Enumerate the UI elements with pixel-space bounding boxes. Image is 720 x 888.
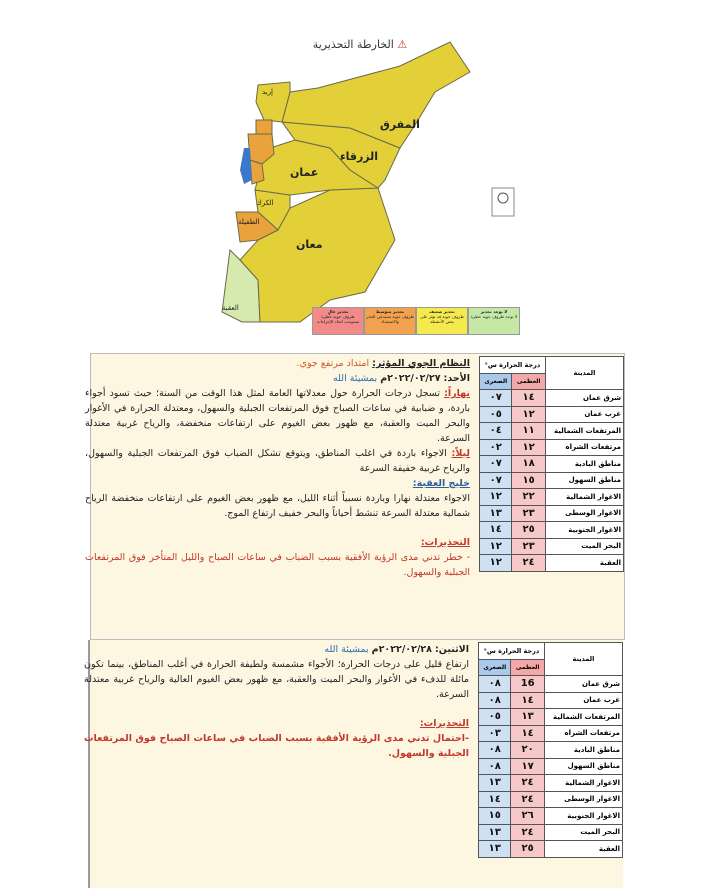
city-cell: البحر الميت <box>544 824 622 841</box>
warnings-label: التحذيرات: <box>420 537 470 548</box>
table-header-max: العظمى <box>512 373 545 390</box>
city-cell: غرب عمان <box>545 406 623 423</box>
city-cell: مناطق السهول <box>545 472 623 489</box>
min-temp-cell: ١٥ <box>479 808 511 825</box>
city-cell: شرق عمان <box>545 390 623 407</box>
day-date: ٢٠٢٢/٠٢/٢٨م <box>371 644 432 655</box>
night-label: ليلاً: <box>451 448 470 459</box>
warnings-text: -احتمال تدني مدى الرؤية الأفقية بسبب الضباب في ساعات الصباح فوق المرتفعات الجبلية والسهول. <box>84 733 469 759</box>
max-temp-cell: ١٧ <box>511 758 544 775</box>
table-row <box>480 456 624 473</box>
table-row <box>479 692 623 709</box>
table-header-max: العظمى <box>511 659 544 676</box>
city-cell: العقبة <box>545 555 623 572</box>
forecast-text-day1 <box>81 354 474 582</box>
min-temp-cell: ٠٧ <box>480 456 512 473</box>
min-temp-cell: ١٣ <box>480 505 512 522</box>
table-row <box>479 775 623 792</box>
map-title: ⚠ الخارطة التحذيرية <box>312 38 408 51</box>
daytime-text: تسجل درجات الحرارة حول معدلاتها العامة لمثل هذا الوقت من السنة؛ حيث تسود أجواء باردة، و ضبابية في ساعات الصباح فوق المرتفعات الجبلية والسهول، ومعتدلة الحرارة في الأغوار والبحر الميت والعقبة، مع ظهور بعض الغيوم على ارتفاعات منخفضة، والرياح غربية معتدلة السرعة. <box>85 388 470 444</box>
min-temp-cell: ١٤ <box>479 791 511 808</box>
city-cell: شرق عمان <box>544 676 622 693</box>
table-row <box>480 538 624 555</box>
table-row <box>479 709 623 726</box>
city-cell: غرب عمان <box>544 692 622 709</box>
table-row <box>480 489 624 506</box>
label-irbid: إربد <box>262 88 273 96</box>
city-cell: البحر الميت <box>545 538 623 555</box>
table-header-min: الصغرى <box>479 659 511 676</box>
min-temp-cell: ٠٨ <box>479 742 511 759</box>
max-temp-cell: ٢٦ <box>511 808 544 825</box>
table-row <box>479 676 623 693</box>
warning-icon: ⚠ <box>397 38 408 51</box>
warnings-label: التحذيرات: <box>419 718 469 729</box>
label-aqaba: العقبة <box>222 304 239 312</box>
label-tafila: الطفيلة <box>238 218 260 226</box>
city-cell: مناطق البادية <box>545 456 623 473</box>
max-temp-cell: ١٤ <box>511 692 544 709</box>
region-madaba-shape <box>250 160 264 184</box>
daytime-label: نهاراً: <box>444 388 470 399</box>
gulf-label: خليج العقبة: <box>412 478 470 489</box>
table-row <box>480 555 624 572</box>
city-cell: الاغوار الوسطى <box>545 505 623 522</box>
table-row <box>480 472 624 489</box>
max-temp-cell: ٢٥ <box>511 841 544 858</box>
max-temp-cell: ٢٤ <box>512 555 545 572</box>
city-cell: مناطق البادية <box>544 742 622 759</box>
table-row <box>479 758 623 775</box>
min-temp-cell: ٠٥ <box>480 406 512 423</box>
min-temp-cell: ١٢ <box>480 555 512 572</box>
max-temp-cell: ٢٥ <box>512 522 545 539</box>
max-temp-cell: ١٢ <box>512 439 545 456</box>
forecast-text-day2 <box>80 640 473 763</box>
min-temp-cell: ٠٧ <box>480 472 512 489</box>
night-text: الاجواء باردة في اغلب المناطق، ويتوقع تشكل الضباب فوق المرتفعات الجبلية والسهول، والرياح غربية خفيفة السرعة <box>85 448 470 474</box>
legend-none: لا يوجد تحذير لا توجد ظروف جوية خطرة <box>468 307 520 335</box>
city-cell: المرتفعات الشمالية <box>544 709 622 726</box>
city-cell: الاغوار الشمالية <box>544 775 622 792</box>
label-karak: الكرك <box>256 199 274 207</box>
blessing: بمشيئة الله <box>324 644 369 655</box>
day-label: الاثنين: <box>434 644 469 655</box>
city-cell: الاغوار الوسطى <box>544 791 622 808</box>
max-temp-cell: ٢٤ <box>511 791 544 808</box>
gulf-text: الاجواء معتدلة نهارا وباردة نسبياً أثناء الليل، مع ظهور بعض الغيوم على ارتفاعات منخفضة الرياح شمالية معتدلة السرعة تنشط أحياناً والبحر خفيف ارتفاع الموج. <box>85 493 470 519</box>
city-cell: المرتفعات الشمالية <box>545 423 623 440</box>
max-temp-cell: ٢٣ <box>512 538 545 555</box>
city-cell: مرتفعات الشراه <box>544 725 622 742</box>
label-maan: معان <box>296 238 323 251</box>
max-temp-cell: ١٣ <box>511 709 544 726</box>
table-row <box>479 808 623 825</box>
max-temp-cell: ٢٤ <box>511 775 544 792</box>
min-temp-cell: ١٣ <box>479 824 511 841</box>
table-row <box>480 522 624 539</box>
table-header-city: المدينة <box>545 357 623 390</box>
legend-medium: تحذير متوسط ظروف جوية تستدعي الحذر والاستعداد <box>364 307 416 335</box>
max-temp-cell: ٢٤ <box>511 824 544 841</box>
max-temp-cell: ١٨ <box>512 456 545 473</box>
min-temp-cell: ٠٤ <box>480 423 512 440</box>
city-cell: مرتفعات الشراه <box>545 439 623 456</box>
city-cell: العقبة <box>544 841 622 858</box>
table-row <box>480 406 624 423</box>
city-cell: مناطق السهول <box>544 758 622 775</box>
legend-low: تحذير ضعيف ظروف جوية قد تؤثر على بعض الأنشطة <box>416 307 468 335</box>
max-temp-cell: ٢٠ <box>511 742 544 759</box>
temp-table-day1 <box>479 356 624 572</box>
table-row <box>479 824 623 841</box>
region-ajloun-shape <box>256 120 272 134</box>
city-cell: الاغوار الجنوبية <box>545 522 623 539</box>
table-row <box>479 841 623 858</box>
table-row <box>480 439 624 456</box>
day-label: الأحد: <box>443 373 470 384</box>
min-temp-cell: ٠٣ <box>479 725 511 742</box>
min-temp-cell: ١٢ <box>480 538 512 555</box>
table-row <box>479 791 623 808</box>
map-legend <box>312 307 520 335</box>
table-row <box>479 725 623 742</box>
table-header-city: المدينة <box>544 643 622 676</box>
min-temp-cell: ١٣ <box>479 841 511 858</box>
max-temp-cell: ٢٢ <box>512 489 545 506</box>
min-temp-cell: ٠٧ <box>480 390 512 407</box>
label-zarqa: الزرقاء <box>340 150 379 163</box>
max-temp-cell: ١٢ <box>512 406 545 423</box>
table-row <box>480 423 624 440</box>
table-row <box>480 505 624 522</box>
forecast-day1 <box>85 353 625 640</box>
blessing: بمشيئة الله <box>332 373 378 384</box>
day2-text: ارتفاع قليل على درجات الحرارة؛ الأجواء مشمسة ولطيفة الحرارة في أغلب المناطق، بينما تكون مائلة للدفء في الأغوار والبحر الميت والعقبة، مع ظهور بعض الغيوم العالية والرياح غربية معتدلة السرعة. <box>84 659 469 700</box>
max-temp-cell: ١١ <box>512 423 545 440</box>
min-temp-cell: ٠٨ <box>479 758 511 775</box>
jordan-map <box>200 30 540 340</box>
min-temp-cell: ١٢ <box>480 489 512 506</box>
system-value: امتداد مرتفع جوي. <box>296 358 370 369</box>
city-cell: الاغوار الشمالية <box>545 489 623 506</box>
system-label: النظام الجوي المؤثر: <box>372 358 470 369</box>
max-temp-cell: 16 <box>511 676 544 693</box>
max-temp-cell: ١٥ <box>512 472 545 489</box>
table-header-temp: درجة الحرارة س° <box>479 643 545 660</box>
min-temp-cell: ٠٨ <box>479 692 511 709</box>
dead-sea-shape <box>240 148 252 184</box>
day-date: ٢٠٢٢/٠٢/٢٧م <box>380 373 441 384</box>
city-cell: الاغوار الجنوبية <box>544 808 622 825</box>
temp-table-day2 <box>478 642 623 858</box>
max-temp-cell: ١٤ <box>512 390 545 407</box>
table-header-temp: درجة الحرارة س° <box>480 357 546 374</box>
label-mafraq: المفرق <box>380 118 420 131</box>
table-row <box>480 390 624 407</box>
min-temp-cell: ٠٥ <box>479 709 511 726</box>
table-header-min: الصغرى <box>480 373 512 390</box>
legend-high: تحذير عالٍ ظروف جوية خطرة تستوجب اتخاذ الإجراءات <box>312 307 364 335</box>
max-temp-cell: ١٤ <box>511 725 544 742</box>
min-temp-cell: ٠٢ <box>480 439 512 456</box>
min-temp-cell: ٠٨ <box>479 676 511 693</box>
warnings-text: - خطر تدني مدى الرؤية الأفقية بسبب الضباب في ساعات الصباح والليل المتأخر فوق المرتفعات الجبلية والسهول. <box>85 552 470 578</box>
table-row <box>479 742 623 759</box>
min-temp-cell: ١٣ <box>479 775 511 792</box>
max-temp-cell: ٢٣ <box>512 505 545 522</box>
label-amman: عمان <box>290 166 319 179</box>
min-temp-cell: ١٤ <box>480 522 512 539</box>
forecast-day2 <box>84 640 623 888</box>
